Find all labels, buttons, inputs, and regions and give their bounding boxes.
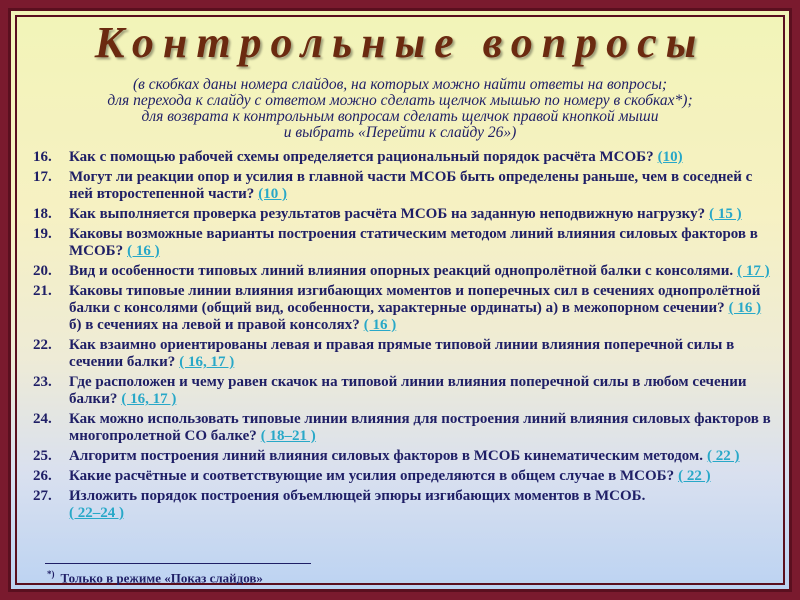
- subtitle-line-2: для перехода к слайду с ответом можно сделать щелчок мышью по номеру в скобках*);: [107, 92, 693, 109]
- question-text-part-2: б) в сечениях на левой и правой консолях?: [69, 317, 360, 333]
- slide-title: Контрольные вопросы: [94, 18, 706, 67]
- question-item: [33, 263, 773, 280]
- slide-link[interactable]: ( 22 ): [678, 468, 711, 484]
- footnote-divider: [45, 563, 311, 564]
- slide-link[interactable]: ( 16 ): [363, 317, 397, 333]
- slide-link[interactable]: (10 ): [258, 186, 287, 202]
- question-text: Могут ли реакции опор и усилия в главной части МСОБ быть определены раньше, чем в соседней с ней второстепенной части?: [69, 169, 753, 202]
- question-item: [33, 411, 773, 445]
- question-number: 25.: [33, 448, 52, 464]
- question-item: [33, 448, 773, 465]
- slide-link[interactable]: ( 16 ): [728, 300, 762, 316]
- question-number: 24.: [33, 411, 52, 427]
- footnote-mark: *): [47, 569, 55, 579]
- slide-link[interactable]: ( 22–24 ): [69, 505, 124, 521]
- question-number: 16.: [33, 149, 52, 165]
- question-number: 27.: [33, 488, 52, 504]
- slide-link[interactable]: ( 16, 17 ): [179, 354, 235, 370]
- question-item: [33, 149, 773, 166]
- question-number: 21.: [33, 283, 52, 299]
- question-item: [33, 169, 773, 203]
- slide-link[interactable]: ( 15 ): [709, 206, 742, 222]
- question-text: Вид и особенности типовых линий влияния опорных реакций однопролётной балки с консолями.: [69, 263, 734, 279]
- question-item: [33, 226, 773, 260]
- question-item: [33, 283, 773, 334]
- question-text: Каковы типовые линии влияния изгибающих моментов и поперечных сил в сечениях однопролётной балки с консолями (общий вид, особенности, характерные ординаты) а) в межопорном сечении?: [69, 283, 761, 316]
- subtitle-line-3: для возврата к контрольным вопросам сделать щелчок правой кнопкой мыши: [141, 108, 659, 125]
- question-item: [33, 488, 773, 522]
- footnote-text: Только в режиме «Показ слайдов»: [60, 570, 263, 586]
- slide-link[interactable]: ( 18–21 ): [260, 428, 316, 444]
- question-number: 19.: [33, 226, 52, 242]
- question-text: Алгоритм построения линий влияния силовых факторов в МСОБ кинематическим методом.: [69, 448, 703, 464]
- question-text: Как выполняется проверка результатов расчёта МСОБ на заданную неподвижную нагрузку?: [69, 206, 706, 222]
- question-number: 17.: [33, 169, 52, 185]
- question-number: 20.: [33, 263, 52, 279]
- footnote: [47, 569, 263, 586]
- question-item: [33, 337, 773, 371]
- question-text: Как можно использовать типовые линии влияния для построения линий влияния силовых факторов в многопролетной СО балке?: [69, 411, 771, 444]
- subtitle-line-4: и выбрать «Перейти к слайду 26»): [283, 124, 517, 141]
- question-item: [33, 374, 773, 408]
- slide-link[interactable]: ( 22 ): [706, 448, 740, 464]
- slide-subtitle: [11, 77, 789, 141]
- subtitle-line-1: (в скобках даны номера слайдов, на которых можно найти ответы на вопросы;: [132, 76, 668, 93]
- slide-link[interactable]: ( 16, 17 ): [121, 391, 177, 407]
- questions-list: [33, 149, 773, 525]
- question-text: Каковы возможные варианты построения статическим методом линий влияния силовых факторов в МСОБ?: [69, 226, 758, 259]
- slide-link[interactable]: ( 17 ): [737, 263, 770, 279]
- slide-link[interactable]: ( 16 ): [127, 243, 160, 259]
- question-item: [33, 206, 773, 223]
- question-text: Как взаимно ориентированы левая и правая прямые типовой линии влияния поперечной силы в сечении балки?: [69, 337, 735, 370]
- question-number: 23.: [33, 374, 52, 390]
- question-text: Изложить порядок построения объемлющей эпюры изгибающих моментов в МСОБ.: [69, 488, 646, 504]
- question-number: 18.: [33, 206, 52, 222]
- slide-link[interactable]: (10): [657, 149, 683, 165]
- question-number: 22.: [33, 337, 52, 353]
- question-text: Как с помощью рабочей схемы определяется рациональный порядок расчёта МСОБ?: [69, 149, 654, 165]
- question-text: Какие расчётные и соответствующие им усилия определяются в общем случае в МСОБ?: [69, 468, 675, 484]
- question-number: 26.: [33, 468, 52, 484]
- slide-frame: [8, 8, 792, 592]
- question-text: Где расположен и чему равен скачок на типовой линии влияния поперечной силы в любом сечении балки?: [69, 374, 747, 407]
- question-item: [33, 468, 773, 485]
